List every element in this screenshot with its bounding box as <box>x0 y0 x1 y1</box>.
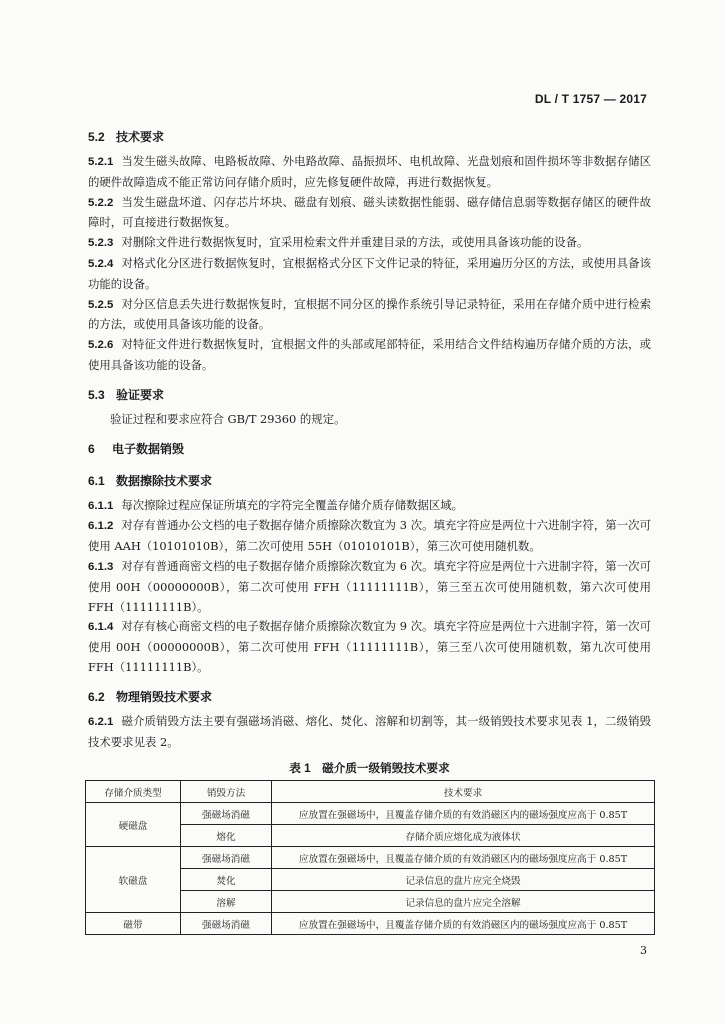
table-1 <box>85 780 655 935</box>
requirement-cell: 记录信息的盘片应完全烧毁 <box>272 869 655 891</box>
section-5-2-heading <box>88 126 651 148</box>
chapter-6-heading <box>88 438 651 460</box>
clause-text: 对特征文件进行数据恢复时，宜根据文件的头部或尾部特征，采用结合文件结构遍历存储介质的方法，或使用具备该功能的设备。 <box>88 337 651 372</box>
table-row <box>86 803 655 825</box>
page-number: 3 <box>640 944 647 957</box>
table-row <box>86 847 655 869</box>
clause-number: 6.1.1 <box>88 499 114 512</box>
section-title: 物理销毁技术要求 <box>116 689 213 704</box>
clause-5-2-3 <box>88 233 651 254</box>
page-content <box>88 126 651 935</box>
clause-5-2-2 <box>88 193 651 234</box>
clause-text: 对分区信息丢失进行数据恢复时，宜根据不同分区的操作系统引导记录特征，采用在存储介质中进行检索的方法，或使用具备该功能的设备。 <box>88 296 651 332</box>
clause-5-2-5 <box>88 295 651 336</box>
header-requirement: 技术要求 <box>272 781 655 803</box>
section-title: 技术要求 <box>116 130 165 144</box>
clause-text: 磁介质销毁方法主要有强磁场消磁、熔化、焚化、溶解和切割等，其一级销毁技术要求见表 1，二级销毁技术要求见表 2。 <box>88 713 651 749</box>
media-type-cell: 软磁盘 <box>86 847 181 913</box>
media-type-cell: 硬磁盘 <box>86 803 181 847</box>
method-cell: 强磁场消磁 <box>181 803 272 825</box>
section-6-2-heading <box>88 686 651 708</box>
method-cell: 溶解 <box>181 891 272 913</box>
table-header-row <box>86 781 655 803</box>
section-6-1-heading <box>88 470 651 492</box>
media-type-cell: 磁带 <box>86 913 181 935</box>
clause-number: 6.1.4 <box>88 621 114 634</box>
requirement-cell: 应放置在强磁场中，且覆盖存储介质的有效消磁区内的磁场强度应高于 0.85T <box>272 847 655 869</box>
section-title: 验证要求 <box>116 387 165 402</box>
clause-text: 当发生磁头故障、电路板故障、外电路故障、晶振损坏、电机故障、光盘划痕和固件损坏等非数据存储区的硬件故障造成不能正常访问存储介质时，应先修复硬件故障，再进行数据恢复。 <box>88 154 651 189</box>
clause-number: 5.2.1 <box>88 156 114 168</box>
table-row <box>86 913 655 935</box>
requirement-cell: 应放置在强磁场中，且覆盖存储介质的有效消磁区内的磁场强度应高于 0.85T <box>272 913 655 935</box>
clause-6-2-1 <box>88 712 651 753</box>
clause-number: 5.2.4 <box>88 257 114 270</box>
section-5-3-heading <box>88 384 651 406</box>
table-1-title: 表 1 磁介质一级销毁技术要求 <box>289 762 450 776</box>
clause-text: 每次擦除过程应保证所填充的字符完全覆盖存储介质存储数据区域。 <box>121 497 464 512</box>
clause-text: 对格式化分区进行数据恢复时，宜根据格式分区下文件记录的特征，采用遍历分区的方法，或使用具备该功能的设备。 <box>88 255 651 291</box>
clause-number: 5.2.3 <box>88 237 114 250</box>
clause-number: 6.2.1 <box>88 715 114 728</box>
clause-text: 当发生磁盘坏道、闪存芯片坏块、磁盘有划痕、磁头读数据性能弱、磁存储信息弱等数据存储区的硬件故障时，可直接进行数据恢复。 <box>88 194 651 230</box>
method-cell: 强磁场消磁 <box>181 847 272 869</box>
clause-number: 5.2.6 <box>88 339 114 352</box>
clause-6-1-4 <box>88 617 651 677</box>
clause-6-1-3 <box>88 557 651 617</box>
clause-number: 6.1.3 <box>88 560 114 573</box>
clause-text: 对存有普通办公文档的电子数据存储介质擦除次数宜为 3 次。填充字符应是两位十六进制字符，第一次可使用 AAH（10101010B），第二次可使用 55H（01010101B），第三次可使用随机数。 <box>88 518 651 554</box>
clause-5-2-1 <box>88 152 651 193</box>
method-cell: 强磁场消磁 <box>181 913 272 935</box>
document-code-header: DL / T 1757 — 2017 <box>534 92 647 106</box>
clause-number: 5.2.2 <box>88 196 114 209</box>
clause-text: 对删除文件进行数据恢复时，宜采用检索文件并重建目录的方法，或使用具备该功能的设备。 <box>121 235 589 250</box>
section-title: 数据擦除技术要求 <box>116 473 213 488</box>
clause-number: 5.2.5 <box>88 298 114 311</box>
section-number: 5.3 <box>88 387 105 402</box>
clause-6-1-2 <box>88 516 651 557</box>
clause-6-1-1 <box>88 496 651 517</box>
requirement-cell: 应放置在强磁场中，且覆盖存储介质的有效消磁区内的磁场强度应高于 0.85T <box>272 803 655 825</box>
chapter-number: 6 <box>88 441 95 456</box>
section-number: 6.2 <box>88 689 105 704</box>
section-number: 6.1 <box>88 473 105 488</box>
section-5-3-text: 验证过程和要求应符合 GB/T 29360 的规定。 <box>110 411 346 426</box>
method-cell: 焚化 <box>181 869 272 891</box>
header-media-type: 存储介质类型 <box>86 781 181 803</box>
clause-5-2-4 <box>88 254 651 295</box>
clause-number: 6.1.2 <box>88 520 114 533</box>
chapter-title: 电子数据销毁 <box>112 441 185 456</box>
method-cell: 熔化 <box>181 825 272 847</box>
header-method: 销毁方法 <box>181 781 272 803</box>
clause-text: 对存有普通商密文档的电子数据存储介质擦除次数宜为 6 次。填充字符应是两位十六进制字符，第一次可使用 00H（00000000B），第二次可使用 FFH（11111111B），第三至五次可使用随机数，第六次可使用 FFH（11111111B）。 <box>88 558 651 614</box>
requirement-cell: 存储介质应熔化成为液体状 <box>272 825 655 847</box>
section-number: 5.2 <box>88 130 105 144</box>
clause-5-2-6 <box>88 335 651 376</box>
clause-text: 对存有核心商密文档的电子数据存储介质擦除次数宜为 9 次。填充字符应是两位十六进制字符，第一次可使用 00H（00000000B），第二次可使用 FFH（11111111B），第三至八次可使用随机数，第九次可使用 FFH（11111111B）。 <box>88 619 651 674</box>
requirement-cell: 记录信息的盘片应完全溶解 <box>272 891 655 913</box>
